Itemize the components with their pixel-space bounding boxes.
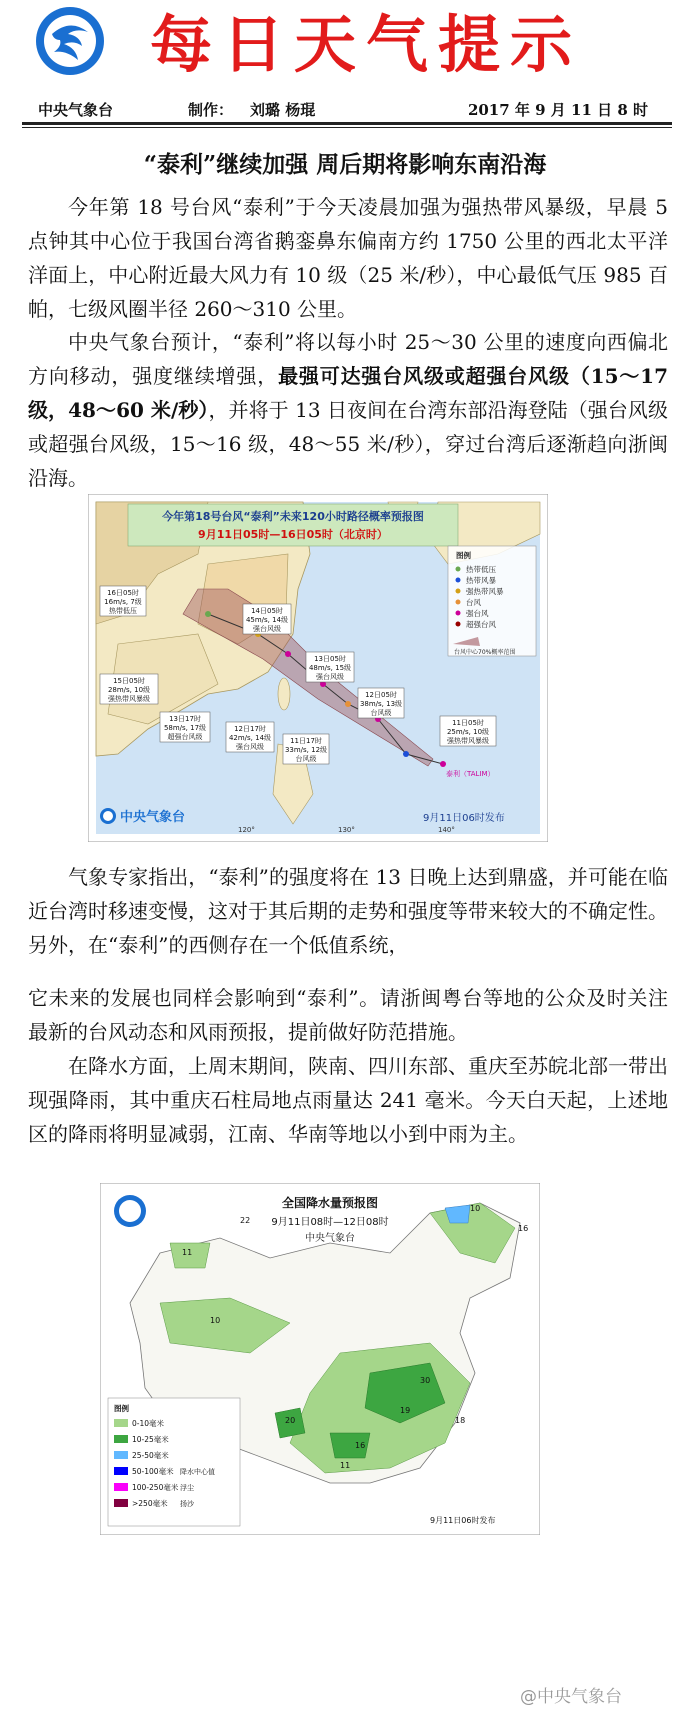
rain-map-issued: 9月11日06时发布 [430,1516,496,1525]
weibo-watermark: @中央气象台 [520,1687,622,1707]
header-rule-thin [22,127,672,128]
paragraph-4: 它未来的发展也同样会影响到“泰利”。请浙闽粤台等地的公众及时关注最新的台风动态和风雨预报，提前做好防范措施。 [28,986,668,1044]
legend-dust: 浮尘 [180,1484,194,1492]
track-point [440,761,446,767]
legend-r3: 25-50毫米 [132,1451,169,1460]
header-rule [22,122,672,125]
headline: “泰利”继续加强 周后期将影响东南沿海 [143,151,547,178]
typhoon-legend [448,546,536,656]
track-point [285,651,291,657]
legend-sand: 扬沙 [180,1500,194,1508]
legend-r4: 50-100毫米 [132,1467,174,1476]
track-point [403,751,409,757]
legend-ty: 台风 [466,598,481,607]
label-11b-grade: 台风级 [295,755,317,763]
label-11b-speed: 33m/s, 12级 [284,746,328,754]
paragraph-2-text-end: ，并将于 13 日夜间在台湾东部沿海登陆（强台风级或超强台风级，15～16 级，48～55 米/秒），穿过台湾后逐渐趋向浙闽沿海。 [28,398,668,490]
label-13b-time: 13日17时 [169,715,201,723]
legend-r6: >250毫米 [132,1499,168,1508]
paragraph-3: 气象专家指出，“泰利”的强度将在 13 日晚上达到鼎盛，并可能在临近台湾时移速变慢，这对于其后期的走势和强度等带来较大的不确定性。另外，在“泰利”的西侧存在一个低值系统， [28,865,668,957]
legend-ts: 热带风暴 [466,576,496,585]
label-12b-time: 12日17时 [234,725,266,733]
lon-label: 140° [438,826,455,834]
label-16-time: 16日05时 [107,589,139,597]
lon-label: 120° [238,826,255,834]
label-16-speed: 16m/s, 7级 [104,598,142,606]
track-point [345,701,351,707]
typhoon-track-map [88,494,548,842]
rain-value: 11 [182,1248,193,1257]
storm-name: 泰利（TALIM） [446,770,495,778]
rain-map-period: 9月11日08时—12日08时 [271,1217,389,1228]
label-13a-time: 13日05时 [314,655,346,663]
label-13b-grade: 超强台风级 [167,733,203,741]
typhoon-map-issued: 9月11日06时发布 [423,813,505,824]
author-label: 制作： [188,101,234,119]
authors: 刘璐 杨琨 [250,101,316,119]
rain-value: 18 [455,1416,466,1425]
legend-super: 超强台风 [466,620,496,629]
paragraph-5: 在降水方面，上周末期间，陕南、四川东部、重庆至苏皖北部一带出现强降雨，其中重庆石柱局地点雨量达 241 毫米。今天白天起，上述地区的降雨将明显减弱，江南、华南等地以小到中雨为主。 [28,1054,668,1146]
label-13b-speed: 58m/s, 17级 [163,724,207,732]
label-11b-time: 11日17时 [290,737,322,745]
rain-value: 30 [420,1376,431,1385]
label-13a-speed: 48m/s, 15级 [308,664,352,672]
legend-center-value: 降水中心值 [180,1468,215,1476]
legend-r2: 10-25毫米 [132,1435,169,1444]
meta-bar [38,99,668,121]
legend-sts: 强热带风暴 [466,587,504,596]
label-11a-grade: 强热带风暴级 [447,737,489,745]
typhoon-map-period: 9月11日05时—16日05时（北京时） [198,528,388,541]
label-14-speed: 45m/s, 14级 [245,616,289,624]
label-13a-grade: 强台风级 [316,673,344,681]
track-point [205,611,211,617]
label-12a-speed: 38m/s, 13级 [359,700,403,708]
label-15-grade: 强热带风暴级 [108,695,150,703]
typhoon-map-title: 今年第18号台风“泰利”未来120小时路径概率预报图 [162,510,424,523]
lon-label: 130° [338,826,355,834]
rain-value: 16 [518,1224,529,1233]
paragraph-1: 今年第 18 号台风“泰利”于今天凌晨加强为强热带风暴级，早晨 5 点钟其中心位于我国台湾省鹅銮鼻东偏南方约 1750 公里的西北太平洋洋面上，中心附近最大风力有 10 级（25 米/秒），中心最低气压 985 百帕，七级风圈半径 260～310 公里。 [28,195,668,321]
label-12b-grade: 强台风级 [236,743,264,751]
rain-value: 22 [240,1216,251,1225]
legend-title: 图例 [456,551,471,560]
typhoon-map-publisher: 中央气象台 [120,810,186,825]
label-15-speed: 28m/s, 10级 [107,686,151,694]
rain-value: 20 [285,1416,296,1425]
org-name: 中央气象台 [38,101,114,119]
legend-r1: 0-10毫米 [132,1419,165,1428]
rain-map-publisher: 中央气象台 [305,1233,355,1244]
legend-r5: 100-250毫米 [132,1483,179,1492]
rain-value: 11 [340,1461,351,1470]
label-11a-time: 11日05时 [452,719,484,727]
rain-legend-title: 图例 [114,1404,129,1413]
issue-date: 2017 年 9 月 11 日 8 时 [467,101,648,119]
rain-map-title: 全国降水量预报图 [281,1196,379,1210]
rain-value: 19 [400,1406,411,1415]
paragraph-2 [28,325,668,495]
rainfall-forecast-map [100,1183,540,1535]
label-14-grade: 强台风级 [253,625,281,633]
page-title: 每日天气提示 [150,8,583,81]
label-12b-speed: 42m/s, 14级 [228,734,272,742]
label-14-time: 14日05时 [251,607,283,615]
legend-td: 热带低压 [466,565,496,574]
label-11a-speed: 25m/s, 10级 [446,728,490,736]
legend-sty: 强台风 [466,609,489,618]
label-16-grade: 热带低压 [109,607,137,615]
legend-cone: 台风中心70%概率范围 [454,649,516,656]
cma-logo [30,4,110,78]
label-12a-time: 12日05时 [365,691,397,699]
label-12a-grade: 台风级 [370,709,392,717]
rain-value: 16 [355,1441,366,1450]
rain-value: 10 [470,1204,481,1213]
paragraph-2-text: 中央气象台预计，“泰利”将以每小时 25～30 公里的速度向西偏北方向移动，强度继续增强， [28,330,668,388]
rain-value: 10 [210,1316,221,1325]
paragraph-2-emphasis: 最强可达强台风级或超强台风级（15～17 级，48～60 米/秒） [28,364,669,422]
label-15-time: 15日05时 [113,677,145,685]
